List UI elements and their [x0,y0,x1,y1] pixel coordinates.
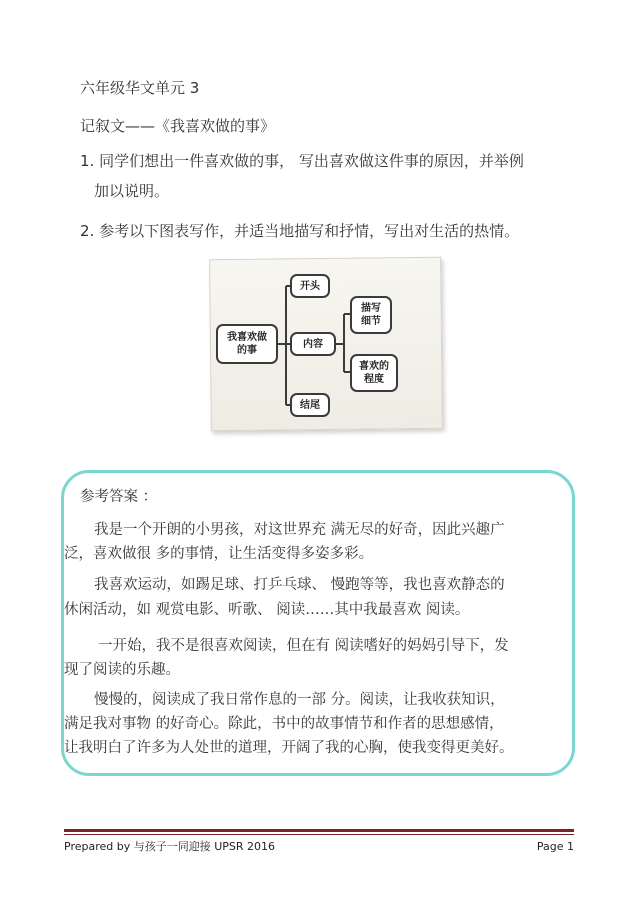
answer-line: 休闲活动，如 观赏电影、听歌、 阅读……其中我最喜欢 阅读。 [64,602,470,618]
question-1-line-2: 加以说明。 [94,182,170,200]
degree-node [350,354,398,392]
answer-heading: 参考答案 ： [80,489,158,505]
intro-node-label: 开头 [300,280,320,292]
detail-node [350,296,392,334]
question-2: 2. 参考以下图表写作，并适当地描写和抒情，写出对生活的热情。 [80,222,520,240]
ending-node [290,393,330,417]
mind-map-figure [210,258,442,428]
question-1-line-1: 1. 同学们想出一件喜欢做的事， 写出喜欢做这件事的原因，并举例 [80,152,524,170]
content-node [290,332,336,356]
page-subtitle: 记叙文——《我喜欢做的事》 [80,117,276,135]
footer-left: Prepared by 与孩子一同迎接 UPSR 2016 [64,840,276,853]
answer-line: 一开始，我不是很喜欢阅读，但在有 阅读嗜好的妈妈引导下，发 [98,638,509,654]
content-node-label: 内容 [303,338,323,350]
answer-line: 让我明白了许多为人处世的道理，开阔了我的心胸，使我变得更美好。 [64,740,514,756]
answer-line: 慢慢的，阅读成了我日常作息的一部 分。阅读，让我收获知识， [94,692,505,708]
root-node-label: 我喜欢做 的事 [227,332,267,356]
footer-rule [64,829,574,832]
root-node [216,324,278,364]
ending-node-label: 结尾 [300,399,320,411]
intro-node [290,274,330,298]
answer-line: 现了阅读的乐趣。 [64,662,180,678]
page-title: 六年级华文单元 3 [80,79,200,97]
detail-node-label: 描写 细节 [361,303,381,327]
answer-line: 泛，喜欢做很 多的事情，让生活变得多姿多彩。 [64,546,374,562]
degree-node-label: 喜欢的 程度 [359,361,389,385]
answer-line: 满足我对事物 的好奇心。除此，书中的故事情节和作者的思想感情， [64,716,504,732]
footer-page-number: Page 1 [536,840,574,853]
answer-line: 我喜欢运动，如踢足球、打乒乓球、 慢跑等等，我也喜欢静态的 [94,577,505,593]
answer-line: 我是一个开朗的小男孩，对这世界充 满无尽的好奇，因此兴趣广 [94,522,505,538]
footer-rule-thin [64,834,574,835]
